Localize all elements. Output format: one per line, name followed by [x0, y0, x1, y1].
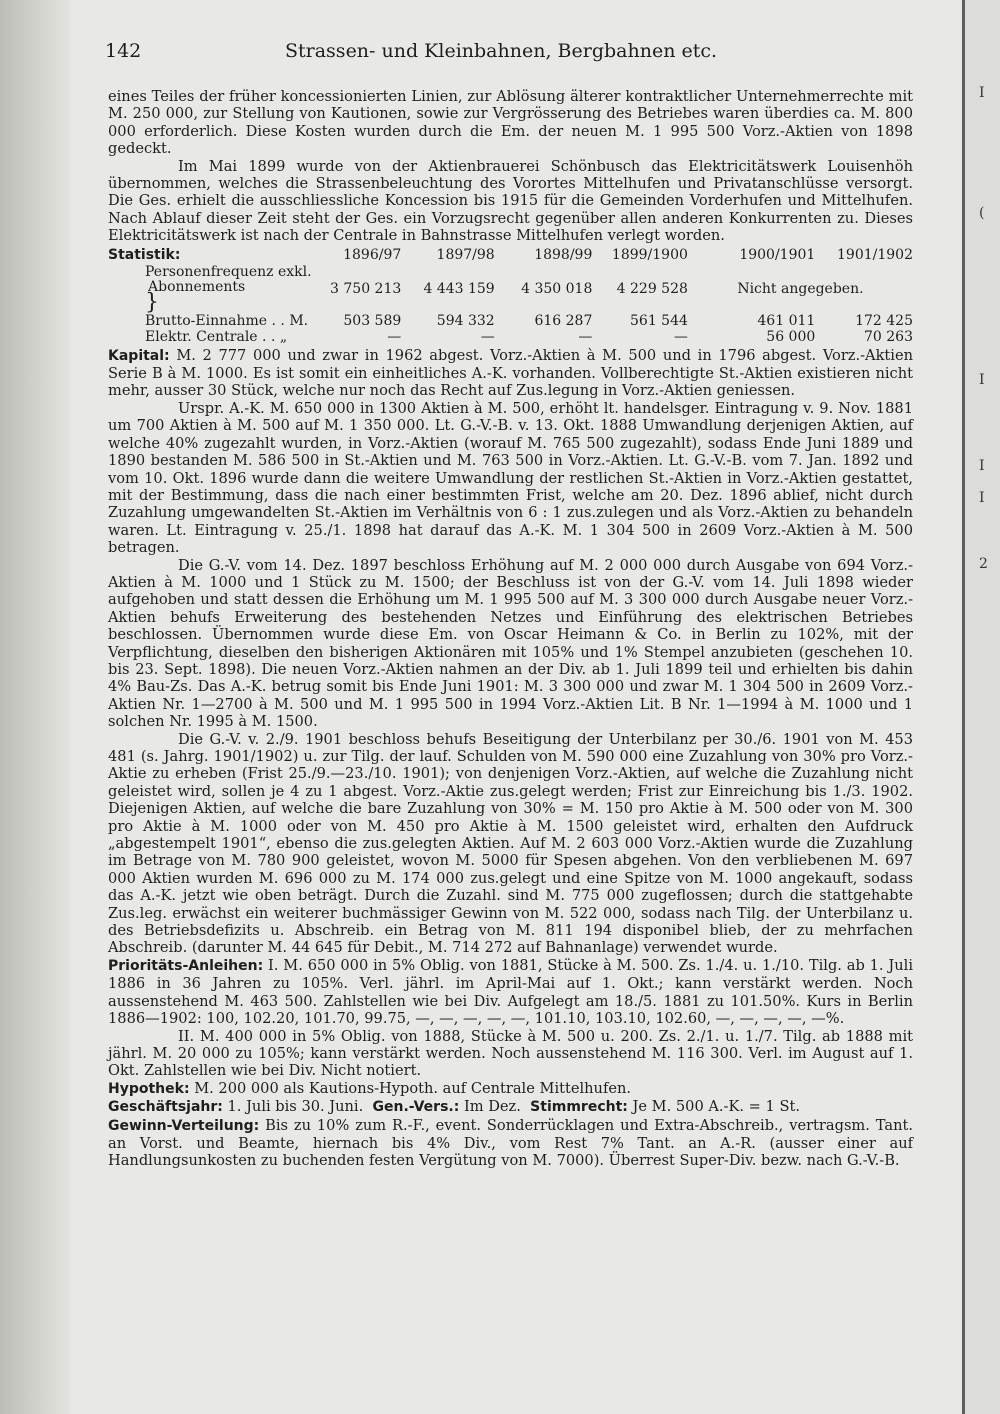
- kapital-paragraph-1: [108, 347, 913, 400]
- hypothek-label: Hypothek:: [108, 1080, 190, 1097]
- gewinn-paragraph: [108, 1117, 913, 1170]
- scan-gutter-shadow: [0, 0, 70, 1414]
- row2-value-3: 616 287: [534, 312, 593, 329]
- kapital-label: Kapital:: [108, 347, 170, 364]
- row2-label: Brutto-Einnahme . . M.: [145, 312, 309, 329]
- edge-mark-6: 2: [979, 556, 988, 572]
- year-col-3: 1898/99: [534, 246, 593, 263]
- row2-value-4: 561 544: [630, 312, 688, 329]
- statistik-section: [108, 247, 913, 345]
- row1-value-3: 4 350 018: [521, 280, 593, 297]
- row2-value-1: 503 589: [343, 312, 402, 329]
- year-col-5: 1900/1901: [739, 246, 816, 263]
- row3-value-3: —: [578, 328, 593, 345]
- year-col-1: 1896/97: [343, 246, 402, 263]
- kapital-paragraph-3: Die G.-V. vom 14. Dez. 1897 beschloss Erhöhung auf M. 2 000 000 durch Ausgabe von 694 Vorz.-Aktien à M. 1000 und 1 Stück zu M. 1500; der Beschluss ist von der G.-V. vom 14. Juli 1898 wieder aufgehoben und statt dessen die Erhöhung um M. 1 995 500 auf M. 3 300 000 durch Ausgabe neuer Vorz.-Aktien behufs Erweiterung des bestehenden Netzes und Einführung des elektrischen Betriebes beschlossen. Übernommen wurde diese Em. von Oscar Heimann & Co. in Berlin zu 102%, mit der Verpflichtung, dieselben den bisherigen Aktionären mit 105% und 1% Stempel anzubieten (geschehen 10. bis 23. Sept. 1898). Die neuen Vorz.-Aktien nahmen an der Div. ab 1. Juli 1899 teil und erhielten bis dahin 4% Bau-Zs. Das A.-K. betrug somit bis Ende Juni 1901: M. 3 300 000 und zwar M. 1 304 500 in 2609 Vorz.-Aktien Nr. 1—2700 à M. 500 und M. 1 995 500 in 1994 Vorz.-Aktien Lit. B Nr. 1—1994 à M. 1000 und 1 solchen Nr. 1995 à M. 1500.: [108, 556, 913, 731]
- page-header: [105, 40, 915, 66]
- statistik-label: Statistik:: [108, 246, 181, 263]
- row3-value-2: —: [480, 328, 495, 345]
- row1-label-b: Abonnements: [148, 278, 246, 295]
- prioritaet-paragraph-2: II. M. 400 000 in 5% Oblig. von 1888, Stücke à M. 500 u. 200. Zs. 2./1. u. 1./7. Tilg. ab 1888 mit jährl. M. 20 000 zu 105%; kann verstärkt werden. Noch aussenstehend M. 116 300. Verl. im August auf 1. Okt. Zahlstellen wie bei Div. Nicht notiert.: [108, 1027, 913, 1080]
- year-col-4: 1899/1900: [611, 246, 688, 263]
- kapital-paragraph-4: Die G.-V. v. 2./9. 1901 beschloss behufs Beseitigung der Unterbilanz per 30./6. 1901 von M. 453 481 (s. Jahrg. 1901/1902) u. zur Tilg. der lauf. Schulden von M. 590 000 eine Zuzahlung von 30% pro Vorz.-Aktie zu erheben (Frist 25./9.—23./10. 1901); von denjenigen Vorz.-Aktien, auf welche die Zuzahlung nicht geleistet wird, sollen je 4 zu 1 abgest. Vorz.-Aktie zus.gelegt werden; Frist zur Einreichung bis 1./3. 1902. Diejenigen Aktien, auf welche die bare Zuzahlung von 30% = M. 150 pro Aktie à M. 500 oder von M. 300 pro Aktie à M. 1000 oder von M. 450 pro Aktie à M. 1500 geleistet wird, erhalten den Aufdruck „abgestempelt 1901“, ebenso die zus.gelegten Aktien. Auf M. 2 603 000 Vorz.-Aktien wurde die Zuzahlung im Betrage von M. 780 900 geleistet, wovon M. 5000 für Spesen abgehen. Von den verbliebenen M. 697 000 Aktien wurden M. 696 000 zu M. 174 000 zus.gelegt und eine Spitze von M. 1000 angekauft, sodass das A.-K. jetzt wie oben beträgt. Durch die Zuzahl. sind M. 775 000 zugeflossen; durch die stattgehabte Zus.leg. erwächst ein weiterer buchmässiger Gewinn von M. 522 000, sodass nach Tilg. der Unterbilanz u. des Betriebsdefizits u. Abschreib. ein Betrag von M. 811 194 disponibel blieb, der zu mehrfachen Abschreib. (darunter M. 44 645 für Debit., M. 714 272 auf Bahnanlage) verwendet wurde.: [108, 730, 913, 957]
- hypothek-paragraph: [108, 1080, 913, 1098]
- row2-value-6: 172 425: [855, 312, 913, 329]
- hypothek-text: M. 200 000 als Kautions-Hypoth. auf Centrale Mittelhufen.: [194, 1079, 632, 1097]
- prioritaet-label: Prioritäts-Anleihen:: [108, 957, 264, 974]
- genvers-label: Gen.-Vers.:: [372, 1099, 460, 1116]
- row3-value-5: 56 000: [766, 328, 816, 345]
- statistik-row-elektr: [108, 329, 913, 345]
- geschaeftsjahr-paragraph: [108, 1098, 913, 1116]
- row2-value-2: 594 332: [436, 312, 495, 329]
- running-title: Strassen- und Kleinbahnen, Bergbahnen etc.: [285, 40, 718, 62]
- edge-mark-2: (: [979, 205, 985, 221]
- edge-mark-5: I: [979, 490, 985, 506]
- row3-value-4: —: [673, 328, 688, 345]
- row1-value-4: 4 229 528: [616, 280, 688, 297]
- kapital-text-1: M. 2 777 000 und zwar in 1962 abgest. Vorz.-Aktien à M. 500 und in 1796 abgest. Vorz.-Aktien Serie B à M. 1000. Es ist somit ein einheitliches A.-K. vorhanden. Vollberechtigte St.-Aktien existieren nicht mehr, ausser 30 Stück, welche nur noch das Recht auf Zus.legung in Vorz.-Aktien geniessen.: [108, 346, 913, 400]
- row1-brace: }: [145, 289, 159, 315]
- gewinn-label: Gewinn-Verteilung:: [108, 1117, 260, 1134]
- statistik-row-brutto: [108, 313, 913, 329]
- statistik-row-personenfrequenz: [108, 265, 913, 313]
- row3-value-1: —: [387, 328, 402, 345]
- geschaeftsjahr-label: Geschäftsjahr:: [108, 1099, 223, 1116]
- row1-note: Nicht angegeben.: [737, 280, 864, 297]
- edge-mark-3: I: [979, 372, 985, 388]
- edge-mark-1: I: [979, 85, 985, 101]
- edge-mark-4: I: [979, 458, 985, 474]
- year-col-2: 1897/98: [436, 246, 495, 263]
- genvers-text: Im Dez.: [463, 1098, 521, 1116]
- kapital-paragraph-2: Urspr. A.-K. M. 650 000 in 1300 Aktien à M. 500, erhöht lt. handelsger. Eintragung v. 9. Nov. 1881 um 700 Aktien à M. 500 auf M. 1 350 000. Lt. G.-V.-B. v. 13. Okt. 1888 Umwandlung derjenigen Aktien, auf welche 40% zugezahlt wurden, in Vorz.-Aktien (worauf M. 765 500 zugezahlt), sodass Ende Juni 1889 und 1890 bestanden M. 586 500 in St.-Aktien und M. 763 500 in Vorz.-Aktien. Lt. G.-V.-B. vom 7. Jan. 1892 und vom 10. Okt. 1896 wurde dann die weitere Umwandlung der restlichen St.-Aktien in Vorz.-Aktien gestattet, mit der Bestimmung, dass die nach einer bestimmten Frist, welche am 20. Dez. 1896 ablief, nicht durch Zuzahlung umgewandelten St.-Aktien im Verhältnis von 6 : 1 zus.zulegen und als Vorz.-Aktien zu behandeln waren. Lt. Eintragung v. 25./1. 1898 hat darauf das A.-K. M. 1 304 500 in 2609 Vorz.-Aktien à M. 500 betragen.: [108, 399, 913, 557]
- intro-paragraph-2: Im Mai 1899 wurde von der Aktienbrauerei Schönbusch das Elektricitätswerk Louisenhöh übernommen, welches die Strassenbeleuchtung des Vorortes Mittelhufen und Privatanschlüsse versorgt. Die Ges. erhielt die ausschliessliche Koncession bis 1915 für die Gemeinden Vorderhufen und Mittelhufen. Nach Ablauf dieser Zeit steht der Ges. ein Vorzugsrecht gegenüber allen anderen Konkurrenten zu. Dieses Elektricitätswerk ist nach der Centrale in Bahnstrasse Mittelhufen verlegt worden.: [108, 157, 913, 245]
- gewinn-text: Bis zu 10% zum R.-F., event. Sonderrücklagen und Extra-Abschreib., vertragsm. Tant. an Vorst. und Beamte, hiernach bis 4% Div., vom Rest 7% Tant. an A.-R. (ausser einer auf Handlungsunkosten zu buchenden festen Vergütung von M. 7000). Überrest Super-Div. bezw. nach G.-V.-B.: [108, 1116, 913, 1170]
- row1-value-2: 4 443 159: [423, 280, 495, 297]
- page-number: 142: [105, 40, 142, 62]
- intro-paragraph-1: eines Teiles der früher koncessionierten Linien, zur Ablösung älterer kontraktlicher Unternehmerrechte mit M. 250 000, zur Stellung von Kautionen, sowie zur Vergrösserung des Betriebes waren überdies ca. M. 800 000 erforderlich. Diese Kosten wurden durch die Em. der neuen M. 1 995 500 Vorz.-Aktien von 1898 gedeckt.: [108, 88, 913, 158]
- row1-label-a: Personenfrequenz exkl.: [145, 263, 312, 280]
- statistik-table: [108, 247, 913, 345]
- statistik-header-row: [108, 247, 913, 265]
- page-body: [108, 88, 913, 1170]
- row1-value-1: 3 750 213: [330, 280, 402, 297]
- prioritaet-paragraph-1: [108, 957, 913, 1028]
- stimmrecht-text: Je M. 500 A.-K. = 1 St.: [632, 1098, 800, 1116]
- geschaeftsjahr-text: 1. Juli bis 30. Juni.: [227, 1098, 364, 1116]
- stimmrecht-label: Stimmrecht:: [530, 1099, 628, 1116]
- row2-value-5: 461 011: [757, 312, 816, 329]
- row3-value-6: 70 263: [864, 328, 913, 345]
- prioritaet-text-1: I. M. 650 000 in 5% Oblig. von 1881, Stücke à M. 500. Zs. 1./4. u. 1./10. Tilg. ab 1. Juli 1886 in 36 Jahren zu 105%. Verl. jährl. im April-Mai auf 1. Okt.; kann verstärkt werden. Noch aussenstehend M. 463 500. Zahlstellen wie bei Div. Aufgelegt am 18./5. 1881 zu 101.50%. Kurs in Berlin 1886—1902: 100, 102.20, 101.70, 99.75, —, —, —, —, —, 101.10, 103.10, 102.60, —, —, —, —, —%.: [108, 956, 913, 1028]
- adjacent-page-edge: [962, 0, 1000, 1414]
- year-col-6: 1901/1902: [837, 246, 913, 263]
- row3-label: Elektr. Centrale . . „: [145, 328, 288, 345]
